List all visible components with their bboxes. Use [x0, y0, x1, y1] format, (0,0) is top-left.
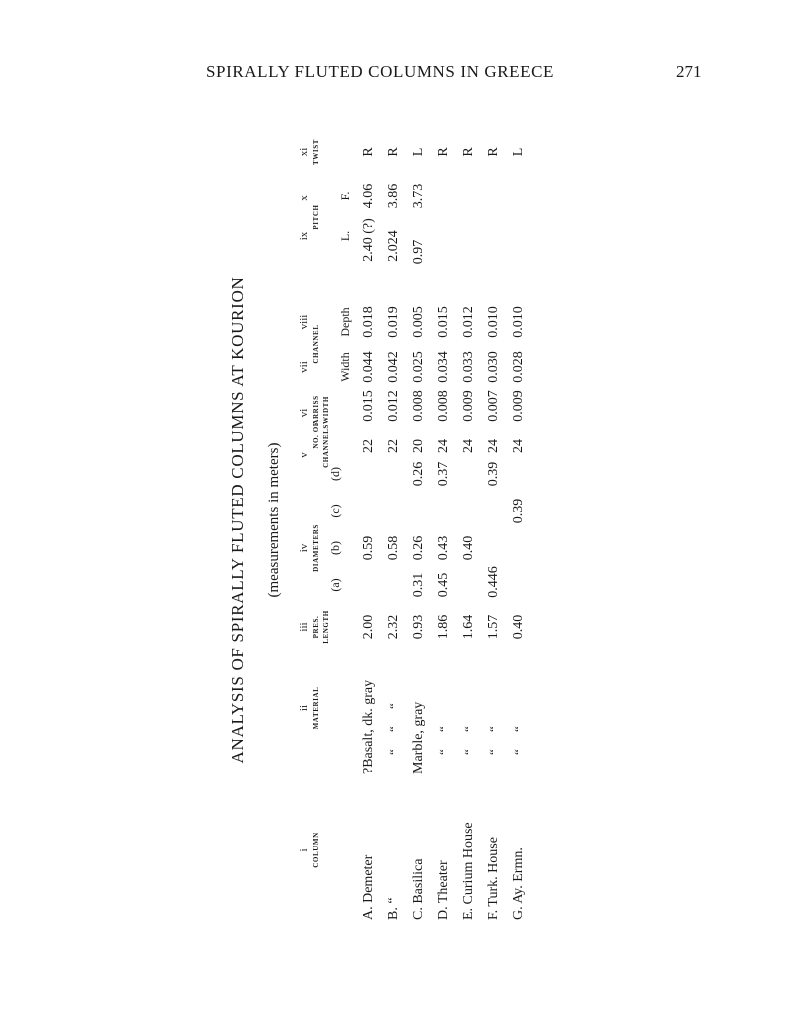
row-f-twist: R — [486, 147, 501, 157]
col-ii-header: MATERIAL — [312, 686, 320, 730]
col-vi-header-line2: WIDTH — [322, 396, 330, 424]
row-c-material: Marble, gray — [411, 701, 426, 774]
col-ix-x-header: PITCH — [312, 204, 320, 230]
row-g-label: G. Ay. Ermn. — [511, 847, 526, 920]
row-b-pitch-f: 3.86 — [386, 183, 401, 209]
col-xi-header: TWIST — [312, 139, 320, 165]
col-viii-number: viii — [298, 314, 310, 330]
row-a-twist: R — [361, 147, 376, 157]
row-f-dia-a: 0.446 — [486, 566, 501, 598]
row-a-length: 2.00 — [361, 614, 376, 640]
col-v-number: v — [298, 452, 310, 458]
row-a-dia-b: 0.59 — [361, 535, 376, 561]
rotated-table — [228, 120, 548, 920]
row-d-material: “ “ — [436, 726, 451, 755]
row-e-channels: 24 — [461, 439, 476, 453]
row-e-material: “ “ — [461, 726, 476, 755]
col-iii-number: iii — [298, 622, 310, 632]
row-a-arris: 0.015 — [361, 390, 376, 422]
col-vii-viii-header: CHANNEL — [312, 324, 320, 364]
row-c-twist: L — [411, 147, 426, 157]
row-a-pitch-f: 4.06 — [361, 183, 376, 209]
row-g-channels: 24 — [511, 439, 526, 453]
row-b-ch-width: 0.042 — [386, 351, 401, 383]
row-a-label: A. Demeter — [361, 854, 376, 920]
row-f-label: F. Turk. House — [486, 837, 501, 920]
running-head: SPIRALLY FLUTED COLUMNS IN GREECE — [206, 62, 555, 81]
row-g-ch-depth: 0.010 — [511, 306, 526, 338]
row-e-ch-depth: 0.012 — [461, 306, 476, 338]
row-c-ch-width: 0.025 — [411, 351, 426, 383]
row-d-ch-depth: 0.015 — [436, 306, 451, 338]
row-g-length: 0.40 — [511, 614, 526, 640]
row-b-twist: R — [386, 147, 401, 157]
row-d-label: D. Theater — [436, 860, 451, 920]
row-a-ch-width: 0.044 — [361, 351, 376, 383]
row-c-channels: 20 — [411, 439, 426, 453]
row-c-arris: 0.008 — [411, 390, 426, 422]
col-iii-header-line2: LENGTH — [322, 610, 330, 644]
row-d-twist: R — [436, 147, 451, 157]
col-i-header: COLUMN — [312, 832, 320, 868]
row-d-arris: 0.008 — [436, 390, 451, 422]
col-iv-header: DIAMETERS — [312, 524, 320, 572]
col-iv-sub-d: (d) — [328, 467, 342, 481]
col-ii-number: ii — [298, 704, 310, 712]
col-ix-number: ix — [298, 231, 310, 241]
col-vii-sub: Width — [338, 352, 352, 382]
row-a-pitch-l: 2.40 (?) — [361, 218, 376, 262]
row-c-length: 0.93 — [411, 614, 426, 640]
col-iv-sub-c: (c) — [328, 504, 342, 518]
row-f-channels: 24 — [486, 439, 501, 453]
row-b-length: 2.32 — [386, 614, 401, 640]
row-c-ch-depth: 0.005 — [411, 306, 426, 338]
table-subtitle: (measurements in meters) — [266, 442, 282, 598]
col-xi-number: xi — [298, 147, 310, 157]
row-e-label: E. Curium House — [461, 822, 476, 920]
row-a-ch-depth: 0.018 — [361, 306, 376, 338]
row-g-material: “ “ — [511, 726, 526, 755]
row-d-ch-width: 0.034 — [436, 351, 451, 383]
row-g-arris: 0.009 — [511, 390, 526, 422]
col-x-sub: F. — [338, 191, 352, 201]
row-b-dia-b: 0.58 — [386, 535, 401, 561]
row-b-arris: 0.012 — [386, 390, 401, 422]
col-vi-header-line1: ARRISS — [312, 395, 320, 425]
col-ix-sub: L. — [338, 230, 352, 242]
row-b-material: “ “ “ — [386, 703, 401, 755]
row-f-dia-d: 0.39 — [486, 461, 501, 487]
row-f-arris: 0.007 — [486, 390, 501, 422]
row-f-length: 1.57 — [486, 614, 501, 640]
row-e-length: 1.64 — [461, 614, 476, 640]
row-f-ch-depth: 0.010 — [486, 306, 501, 338]
row-c-dia-d: 0.26 — [411, 461, 426, 487]
row-d-length: 1.86 — [436, 614, 451, 640]
col-viii-sub: Depth — [338, 307, 352, 337]
col-x-number: x — [298, 195, 310, 201]
col-vi-number: vi — [298, 408, 310, 418]
row-b-label: B. “ — [386, 897, 401, 920]
col-v-header-line1: NO. OF — [312, 421, 320, 449]
row-d-channels: 24 — [436, 439, 451, 453]
row-c-pitch-f: 3.73 — [411, 183, 426, 209]
table-title: ANALYSIS OF SPIRALLY FLUTED COLUMNS AT KOURION — [228, 276, 247, 764]
row-e-arris: 0.009 — [461, 390, 476, 422]
row-b-pitch-l: 2.024 — [386, 230, 401, 262]
row-d-dia-b: 0.43 — [436, 535, 451, 561]
row-g-dia-c: 0.39 — [511, 498, 526, 524]
col-v-header-line2: CHANNELS — [322, 424, 330, 468]
row-f-material: “ “ — [486, 726, 501, 755]
col-iv-sub-b: (b) — [328, 541, 342, 555]
col-iv-sub-a: (a) — [328, 578, 342, 592]
row-g-twist: L — [511, 147, 526, 157]
col-vii-number: vii — [298, 361, 310, 373]
row-e-twist: R — [461, 147, 476, 157]
row-c-label: C. Basilica — [411, 858, 426, 920]
row-f-ch-width: 0.030 — [486, 351, 501, 383]
row-d-dia-a: 0.45 — [436, 572, 451, 598]
row-b-channels: 22 — [386, 439, 401, 453]
row-a-channels: 22 — [361, 439, 376, 453]
row-b-ch-depth: 0.019 — [386, 306, 401, 338]
row-c-pitch-l: 0.97 — [411, 239, 426, 265]
row-c-dia-b: 0.26 — [411, 535, 426, 561]
row-c-dia-a: 0.31 — [411, 572, 426, 598]
row-d-dia-d: 0.37 — [436, 461, 451, 487]
col-iv-number: iv — [298, 543, 310, 553]
row-g-ch-width: 0.028 — [511, 351, 526, 383]
col-i-number: i — [298, 848, 310, 852]
page-number: 271 — [676, 62, 702, 81]
row-e-dia-b: 0.40 — [461, 535, 476, 561]
col-iii-header-line1: PRES. — [312, 615, 320, 639]
row-a-material: ?Basalt, dk. gray — [361, 679, 376, 774]
row-e-ch-width: 0.033 — [461, 351, 476, 383]
